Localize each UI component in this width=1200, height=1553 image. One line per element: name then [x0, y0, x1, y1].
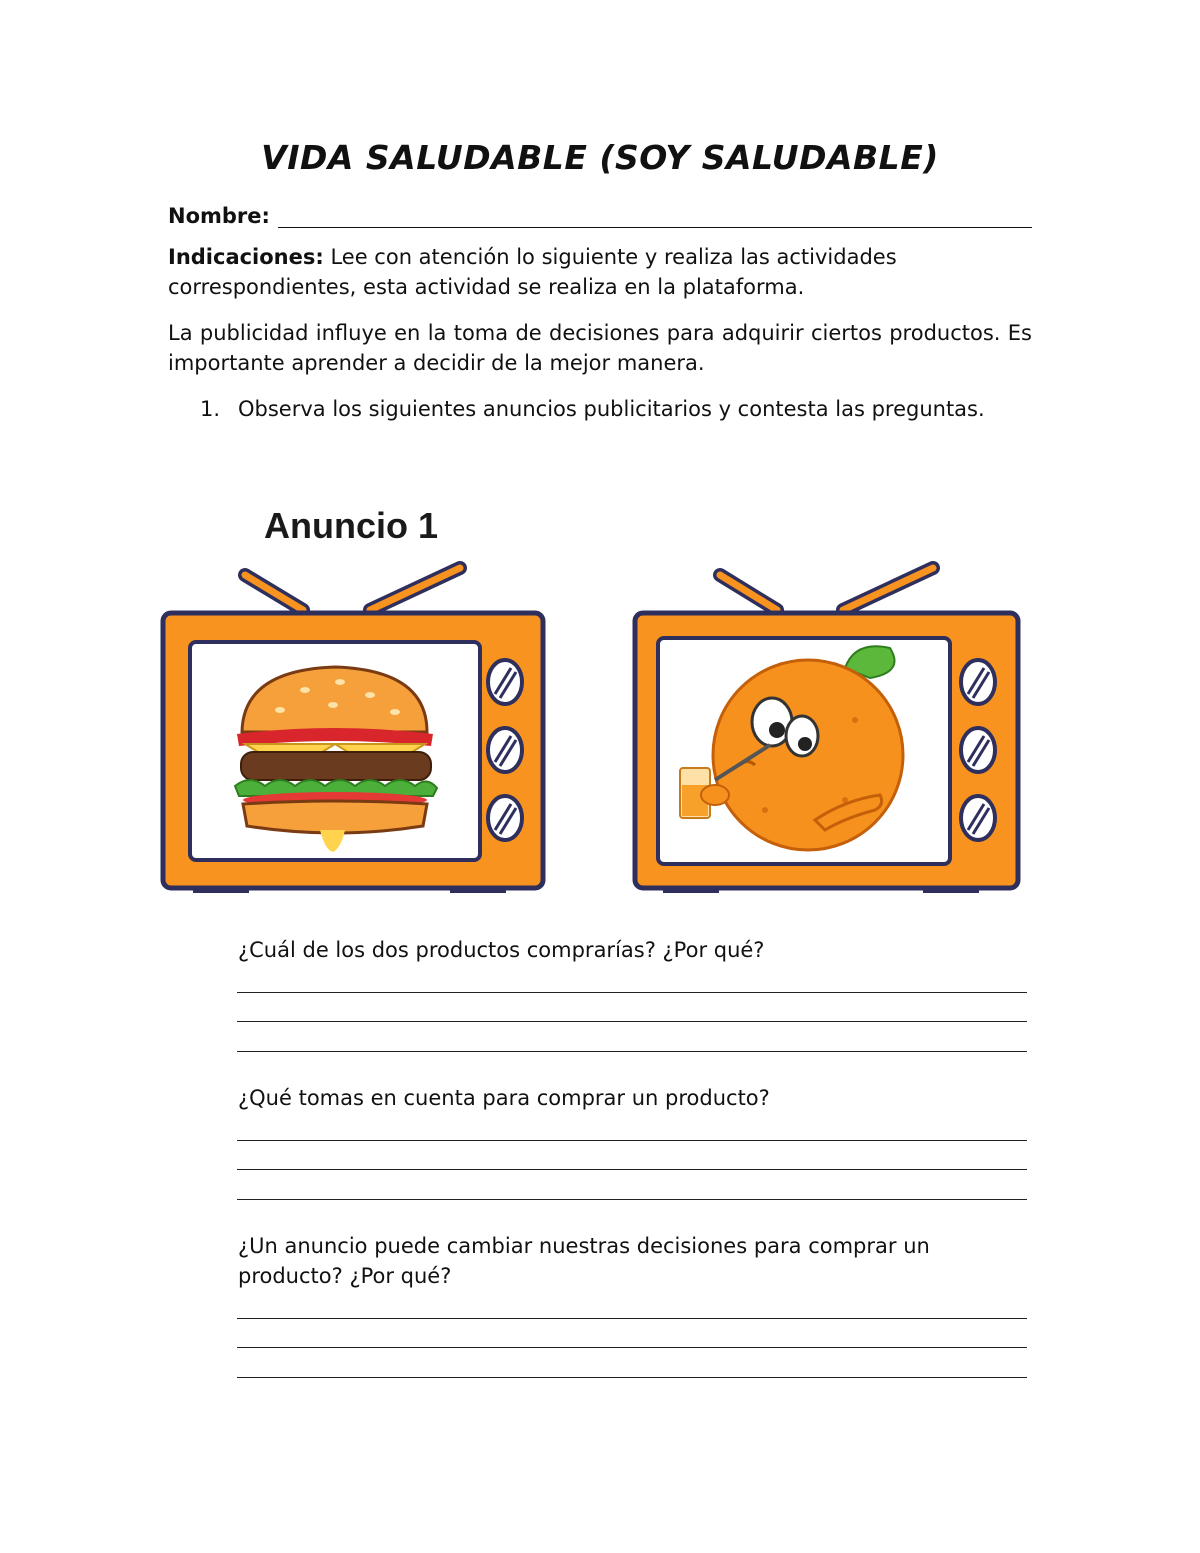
- instructions-paragraph: [168, 242, 1032, 302]
- name-field-row: [168, 198, 1032, 228]
- tv-right: [635, 568, 1018, 891]
- answer-line[interactable]: [237, 992, 1027, 993]
- answer-line[interactable]: [237, 1169, 1027, 1170]
- instructions-text: Lee con atención lo siguiente y realiza las actividades correspondientes, esta actividad se realiza en la plataforma.: [168, 245, 897, 299]
- answer-line[interactable]: [237, 1347, 1027, 1348]
- intro-paragraph: La publicidad influye en la toma de decisiones para adquirir ciertos productos. Es importante aprender a decidir de la mejor manera.: [168, 321, 1032, 375]
- answer-line[interactable]: [237, 1199, 1027, 1200]
- activity-number: 1.: [200, 397, 221, 421]
- answer-line[interactable]: [237, 1051, 1027, 1052]
- question-3: ¿Un anuncio puede cambiar nuestras decisiones para comprar un producto? ¿Por qué?: [238, 1234, 930, 1288]
- ad-illustration: [155, 500, 1030, 900]
- answer-line[interactable]: [237, 1377, 1027, 1378]
- question-1: ¿Cuál de los dos productos comprarías? ¿Por qué?: [238, 938, 765, 962]
- instructions-label: Indicaciones:: [168, 245, 324, 269]
- name-label: Nombre:: [168, 204, 270, 228]
- dial-icon: [488, 660, 522, 840]
- activity-text: Observa los siguientes anuncios publicitarios y contesta las preguntas.: [238, 397, 985, 421]
- tv-left: [163, 568, 543, 891]
- page-title: VIDA SALUDABLE (SOY SALUDABLE): [261, 138, 939, 177]
- answer-line[interactable]: [237, 1318, 1027, 1319]
- name-field[interactable]: [278, 203, 1032, 228]
- question-2: ¿Qué tomas en cuenta para comprar un producto?: [238, 1086, 770, 1110]
- ad-label: Anuncio 1: [264, 505, 439, 546]
- answer-line[interactable]: [237, 1021, 1027, 1022]
- answer-line[interactable]: [237, 1140, 1027, 1141]
- hamburger-icon: [235, 667, 437, 852]
- dial-icon: [961, 660, 995, 840]
